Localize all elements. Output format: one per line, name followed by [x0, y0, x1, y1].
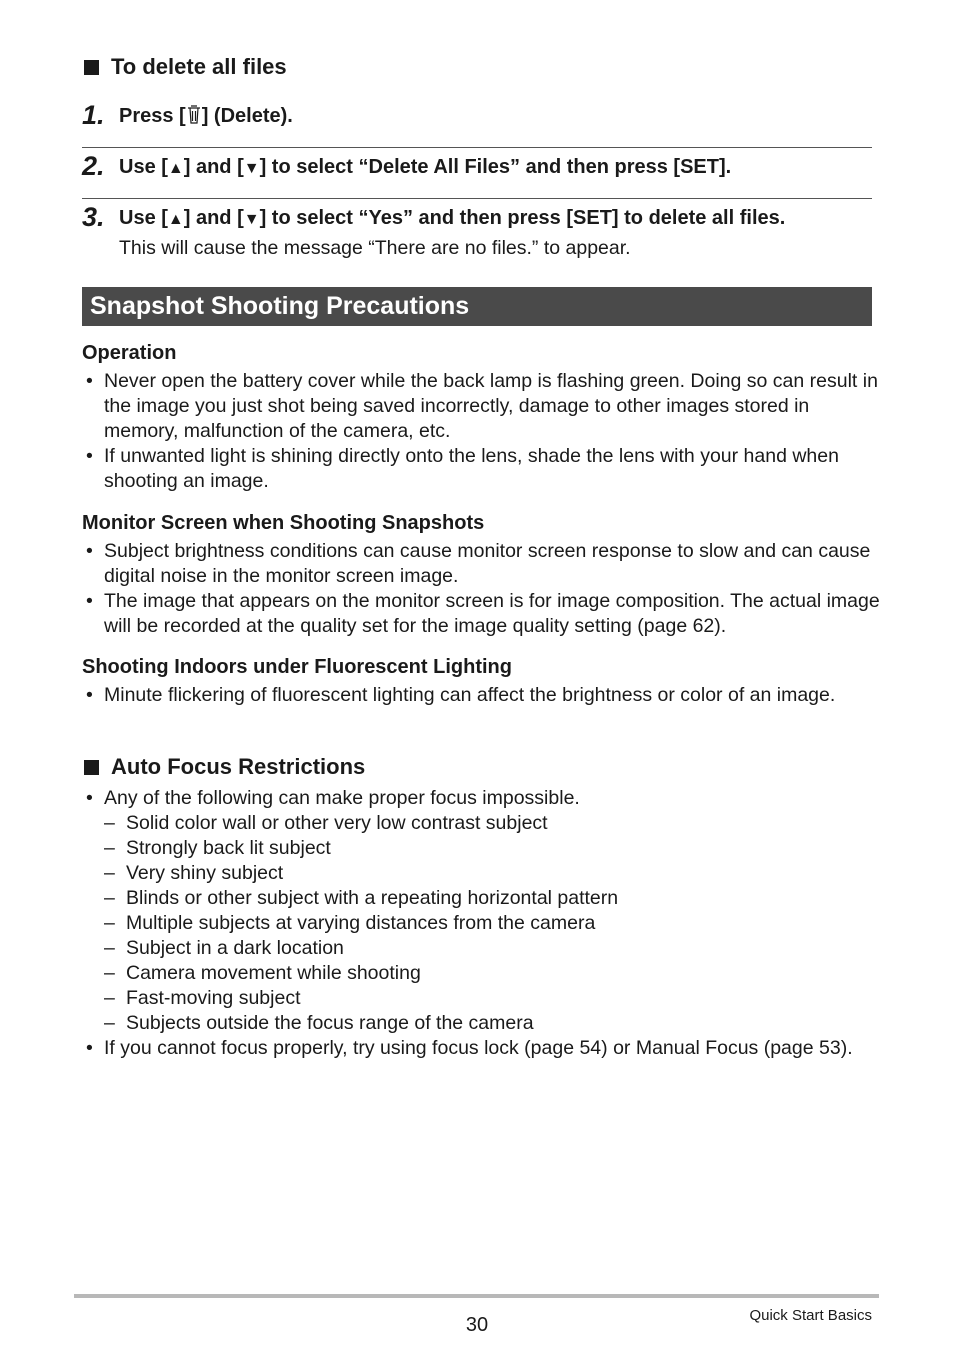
square-bullet-icon: [84, 60, 99, 75]
delete-all-heading-text: To delete all files: [111, 54, 287, 79]
step-text: [119, 102, 293, 130]
dash-item: – Multiple subjects at varying distances from the camera: [82, 911, 882, 936]
trash-icon: [186, 103, 202, 125]
autofocus-heading: [84, 754, 365, 780]
chapter-label: Quick Start Basics: [749, 1307, 872, 1324]
dash-item: – Very shiny subject: [82, 861, 882, 886]
list-item: • Minute flickering of fluorescent lighting can affect the brightness or color of an image.: [82, 683, 882, 708]
step-number: 3.: [82, 202, 105, 232]
fluorescent-heading: Shooting Indoors under Fluorescent Lighting: [82, 656, 512, 678]
list-item: • If unwanted light is shining directly onto the lens, shade the lens with your hand when shooting an image.: [82, 444, 882, 494]
up-arrow-icon: ▲: [167, 211, 184, 228]
autofocus-heading-text: Auto Focus Restrictions: [111, 754, 366, 779]
dash-item: – Subjects outside the focus range of the camera: [82, 1011, 882, 1036]
list-item: • Subject brightness conditions can cause monitor screen response to slow and can cause digital noise in the monitor screen image.: [82, 539, 882, 589]
step-number: 1.: [82, 100, 105, 130]
dash-item: – Fast-moving subject: [82, 986, 882, 1011]
list-item: • If you cannot focus properly, try using focus lock (page 54) or Manual Focus (page 53).: [82, 1036, 882, 1061]
list-item: • Any of the following can make proper focus impossible.: [82, 786, 882, 811]
step-text-part: Press [: [119, 105, 186, 127]
autofocus-list: [82, 786, 882, 1061]
operation-heading: Operation: [82, 342, 177, 364]
fluorescent-list: [82, 683, 882, 708]
step-text-part: ] and [: [183, 207, 244, 229]
list-item: • Never open the battery cover while the back lamp is flashing green. Doing so can result in the image you just shot being saved incorrectly, damage to other images stored in memory, malfunction of the camera, etc.: [82, 369, 882, 444]
monitor-list: [82, 539, 882, 639]
dash-item: – Strongly back lit subject: [82, 836, 882, 861]
step-text-part: Use [: [119, 156, 168, 178]
up-arrow-icon: ▲: [167, 160, 184, 177]
operation-list: [82, 369, 882, 494]
delete-all-heading: [84, 54, 287, 80]
square-bullet-icon: [84, 760, 99, 775]
step-text-part: ] to select “Delete All Files” and then press [SET].: [259, 156, 732, 178]
step-text-part: Use [: [119, 207, 168, 229]
dash-item: – Blinds or other subject with a repeating horizontal pattern: [82, 886, 882, 911]
divider: [82, 198, 872, 199]
section-title-bar: [82, 287, 872, 326]
step-1: [82, 100, 872, 134]
step-text: [119, 153, 731, 183]
dash-item: – Subject in a dark location: [82, 936, 882, 961]
page-number: 30: [465, 1314, 489, 1336]
step-number: 2.: [82, 151, 105, 181]
step-text: [119, 204, 785, 234]
monitor-heading: Monitor Screen when Shooting Snapshots: [82, 512, 485, 534]
step-2: [82, 151, 872, 185]
list-item: • The image that appears on the monitor screen is for image composition. The actual image will be recorded at the quality set for the image quality setting (page 62).: [82, 589, 882, 639]
step-3: [82, 202, 872, 264]
dash-item: – Solid color wall or other very low contrast subject: [82, 811, 882, 836]
section-title: Snapshot Shooting Precautions: [90, 292, 470, 320]
down-arrow-icon: ▼: [243, 211, 260, 228]
step-text-part: ] (Delete).: [201, 105, 293, 127]
step-text-part: ] to select “Yes” and then press [SET] to delete all files.: [259, 207, 786, 229]
step-text-part: ] and [: [183, 156, 244, 178]
step-note: This will cause the message “There are no files.” to appear.: [119, 237, 631, 259]
down-arrow-icon: ▼: [243, 160, 260, 177]
divider: [82, 147, 872, 148]
dash-item: – Camera movement while shooting: [82, 961, 882, 986]
footer-rule: [74, 1294, 879, 1298]
